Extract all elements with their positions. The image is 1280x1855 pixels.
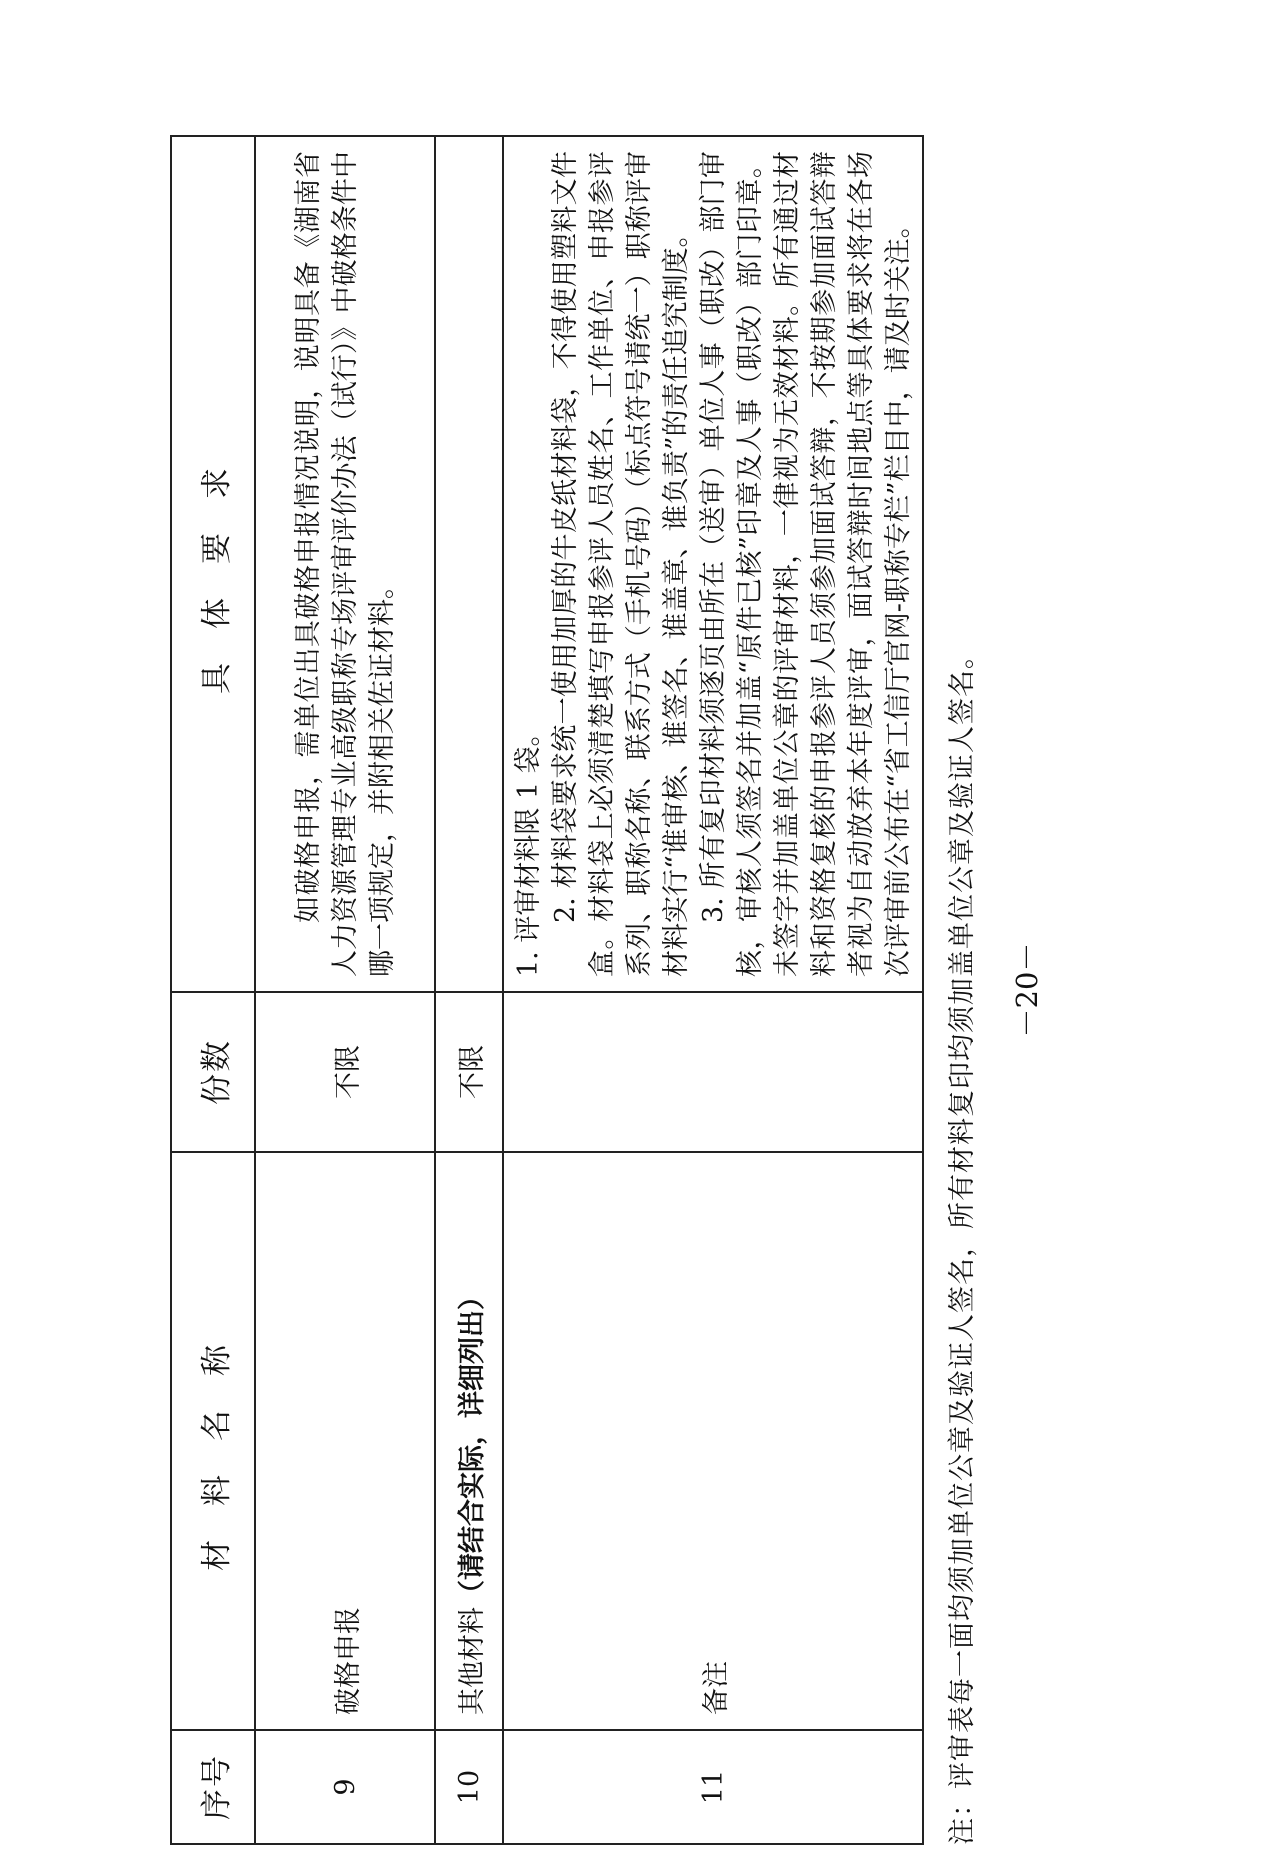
requirement-paragraph: 1. 评审材料限 1 袋。 [512, 719, 544, 977]
row-seq: 10 [435, 1730, 503, 1844]
row-count: 不限 [255, 992, 435, 1152]
row-count [503, 992, 923, 1152]
header-name [171, 1152, 255, 1730]
rotated-page-content [170, 125, 1044, 1855]
footnote: 注：评审表每一面均须加单位公章及验证人签名，所有材料复印均须加盖单位公章及验证人签名。 [947, 641, 978, 1845]
row-seq: 9 [255, 1730, 435, 1844]
header-requirement [171, 136, 255, 992]
row-seq: 11 [503, 1730, 923, 1844]
table-row [255, 136, 435, 1844]
table-row [435, 136, 503, 1844]
row-name: 备注 [503, 1152, 923, 1730]
row-name-prefix: 其他材料 [456, 1607, 488, 1715]
materials-table [170, 135, 924, 1845]
header-name-text: 材料名称 [198, 1311, 235, 1571]
page-number: －20－ [1010, 942, 1044, 1038]
requirement-paragraph: 3. 所有复印材料须逐页由所在（送审）单位人事（职改）部门审核，审核人须签名并加盖“原件已核”印章及人事（职改）部门印章。未签字并加盖单位公章的评审材料，一律视为无效材料。所有通过材料和资格复核的申报参评人员须参加面试答辩，不按期参加面试答辩者视为自动放弃本年度评审，面试答辩时间地点等具体要求将在各场次评审前公布在“省工信厅官网-职称专栏”栏目中，请及时关注。 [697, 151, 914, 977]
row-name: 破格申报 [255, 1152, 435, 1730]
row-requirement [255, 136, 435, 992]
requirement-paragraph: 如破格申报，需单位出具破格申报情况说明，说明具备《湖南省人力资源管理专业高级职称专场评审评价办法（试行）》中破格条件中哪一项规定，并附相关佐证材料。 [292, 151, 398, 977]
table-header-row [171, 136, 255, 1844]
row-count: 不限 [435, 992, 503, 1152]
header-requirement-text: 具体要求 [198, 434, 235, 694]
row-name [435, 1152, 503, 1730]
table-row [503, 136, 923, 1844]
row-name-emphasis: （请结合实际，详细列出） [456, 1283, 488, 1607]
requirement-paragraph: 2. 材料袋要求统一使用加厚的牛皮纸材料袋，不得使用塑料文件盒。材料袋上必须清楚填写申报参评人员姓名、工作单位、申报参评系列、职称名称、联系方式（手机号码）（标点符号请统一）职称评审材料实行“谁审核、谁签名、谁盖章、谁负责”的责任追究制度。 [549, 151, 692, 977]
row-requirement [503, 136, 923, 992]
header-count: 份数 [171, 992, 255, 1152]
header-seq: 序号 [171, 1730, 255, 1844]
row-requirement [435, 136, 503, 992]
